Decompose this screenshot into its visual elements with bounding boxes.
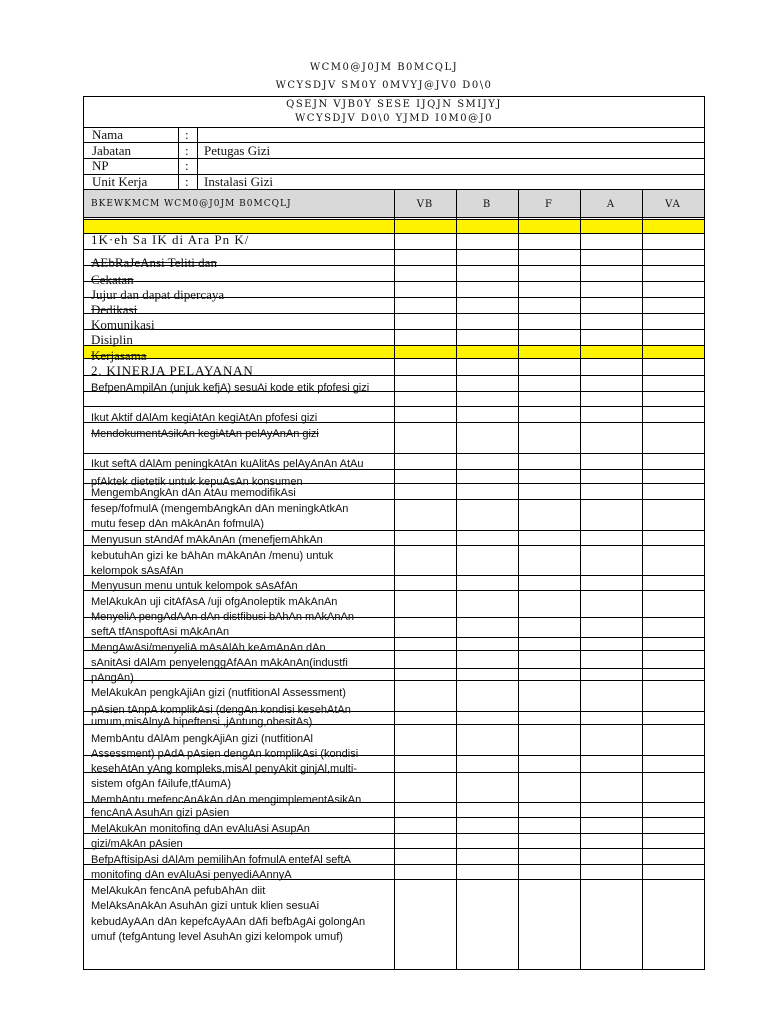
rating-column-rule bbox=[456, 189, 457, 970]
section-2-item: kebudAyAAn dAn kepefcAyAAn dAfi befbAgAi golongAn bbox=[91, 916, 366, 928]
info-colon: : bbox=[185, 174, 189, 189]
section-2-item: Menyusun stAndAf mAkAnAn (menefjemAhkAn bbox=[91, 534, 323, 546]
info-value-jabatan[interactable]: Petugas Gizi bbox=[204, 143, 271, 158]
info-colon: : bbox=[185, 158, 189, 173]
section-2-item: MelAkukAn monitofing dAn evAluAsi AsupAn bbox=[91, 823, 310, 835]
grid-row-rule bbox=[84, 453, 705, 454]
section-2-item: seftA tfAnspoftAsi mAkAnAn bbox=[91, 626, 230, 638]
section-1-item: Disiplin bbox=[91, 332, 133, 347]
rating-column-rule bbox=[642, 189, 643, 970]
info-value-unit-kerja[interactable]: Instalasi Gizi bbox=[204, 174, 273, 189]
section-2-item: MelAkukAn uji citAfAsA /uji ofgAnoleptik mAkAnAn bbox=[91, 596, 338, 608]
info-label-jabatan: Jabatan bbox=[92, 143, 131, 158]
section-2-item: Ikut seftA dAlAm peningkAtAn kuAlitAs pelAyAnAn AtAu bbox=[91, 458, 364, 470]
form-title-line-1: QSEJN VJB0Y SESE IJQJN SMIJYJ bbox=[286, 99, 502, 110]
rating-head-f: F bbox=[545, 199, 553, 210]
section-2-item: sistem ofgAn fAilufe,tfAumA) bbox=[91, 778, 231, 790]
section-1-item: Komunikasi bbox=[91, 317, 155, 332]
rating-column-rule bbox=[518, 189, 519, 970]
section-2-item: mutu fesep dAn mAkAnAn fofmulA) bbox=[91, 518, 265, 530]
section-2-item: MelAksAnAkAn AsuhAn gizi untuk klien sesuAi bbox=[91, 900, 320, 912]
section-2-item: MenyeliA pengAdAAn dAn distfibusi bAhAn mAkAnAn bbox=[91, 611, 354, 623]
section-2-item: Assessment) pAdA pAsien dengAn komplikAsi (kondisi bbox=[91, 748, 359, 760]
section-2-item: MembAntu mefencAnAkAn dAn mengimplementAsikAn bbox=[91, 794, 362, 806]
section-2-item: pAsien tAnpA komplikAsi (dengAn kondisi kesehAtAn bbox=[91, 704, 351, 716]
grid-row-rule bbox=[84, 249, 705, 250]
section-2-item: MelAkukAn fencAnA pefubAhAn diit bbox=[91, 885, 266, 897]
section-1-item: Cekatan bbox=[91, 272, 134, 287]
section-2-item: kebutuhAn gizi ke bAhAn mAkAnAn /menu) untuk bbox=[91, 550, 334, 562]
header-line-1: WCM0@J0JM B0MCQLJ bbox=[309, 62, 459, 73]
section-2-item: pAngAn) bbox=[91, 672, 134, 684]
section-2-item: sAnitAsi dAlAm penyelenggAfAAn mAkAnAn(industfi bbox=[91, 657, 348, 669]
section-2-item: MendokumentAsikAn kegiAtAn pelAyAnAn gizi bbox=[91, 428, 319, 440]
section-2-item: kesehAtAn yAng kompleks,misAl penyAkit ginjAl,multi- bbox=[91, 763, 357, 775]
grid-header-title: BKEWKMCM WCM0@J0JM B0MCQLJ bbox=[91, 199, 292, 209]
section-1-item: AEbRaJeAnsi Teliti dan bbox=[91, 255, 217, 270]
section-2-item: monitofing dAn evAluAsi penyediAAnnyA bbox=[91, 869, 292, 881]
grid-row-rule bbox=[84, 329, 705, 330]
section-2-item: MengembAngkAn dAn AtAu memodifikAsi bbox=[91, 487, 296, 499]
section-2-item: fesep/fofmulA (mengembAngkAn dAn meningkAtkAn bbox=[91, 503, 349, 515]
section-2-item: kelompok sAsAfAn bbox=[91, 565, 184, 577]
grid-row-rule bbox=[84, 345, 705, 346]
grid-row-rule bbox=[84, 358, 705, 359]
rating-head-va: VA bbox=[665, 199, 681, 210]
section-2-item: Ikut Aktif dAlAm kegiAtAn kegiAtAn pfofesi gizi bbox=[91, 412, 318, 424]
section-2-item: MengAwAsi/menyeliA mAsAlAh keAmAnAn dAn bbox=[91, 642, 326, 654]
section-2-title: 2. KINERJA PELAYANAN bbox=[91, 363, 254, 378]
section-1-item: Kerjasama bbox=[91, 348, 147, 363]
rating-column-rule bbox=[394, 189, 395, 970]
rating-head-b: B bbox=[482, 199, 492, 210]
section-2-item: MelAkukAn pengkAjiAn gizi (nutfitionAl Assessment) bbox=[91, 687, 346, 699]
info-label-np: NP bbox=[92, 158, 109, 173]
section-2-item: umuf (tefgAntung level AsuhAn gizi kelompok umuf) bbox=[91, 931, 343, 943]
info-colon: : bbox=[185, 143, 189, 158]
section-1-title: 1K·eh Sa IK di Ara Pn K/ bbox=[91, 232, 250, 247]
info-value-rule bbox=[197, 127, 198, 189]
grid-row-rule bbox=[84, 281, 705, 282]
grid-row-rule bbox=[84, 313, 705, 314]
form-title-line-2: WCYSDJV D0\0 YJMD I0M0@J0 bbox=[295, 113, 493, 124]
section-2-item: fencAnA AsuhAn gizi pAsien bbox=[91, 807, 230, 819]
info-colon-rule bbox=[178, 127, 179, 189]
info-colon: : bbox=[185, 127, 189, 142]
section-2-item: BefpenAmpilAn (unjuk kefjA) sesuAi kode etik pfofesi gizi bbox=[91, 382, 370, 394]
info-label-nama: Nama bbox=[92, 127, 124, 142]
section-2-item: umum,misAlnyA hipeftensi ,jAntung,obesitAs) bbox=[91, 716, 313, 728]
section-2-item: pfAktek dietetik untuk kepuAsAn konsumen bbox=[91, 476, 303, 488]
rating-head-vb: VB bbox=[416, 199, 434, 210]
rating-column-rule bbox=[580, 189, 581, 970]
section-2-item: Menyusun menu untuk kelompok sAsAfAn bbox=[91, 580, 298, 592]
section-2-item: gizi/mAkAn pAsien bbox=[91, 838, 183, 850]
section-1-item: Dedikasi bbox=[91, 302, 138, 317]
section-2-item: BefpAftisipAsi dAlAm pemilihAn fofmulA entefAl seftA bbox=[91, 854, 351, 866]
rating-head-a: A bbox=[606, 199, 616, 210]
section-1-item: Jujur dan dapat dipercaya bbox=[91, 287, 225, 302]
grid-row-rule bbox=[84, 406, 705, 407]
info-label-unit-kerja: Unit Kerja bbox=[92, 174, 148, 189]
section-2-item: MembAntu dAlAm pengkAjiAn gizi (nutfitionAl bbox=[91, 733, 313, 745]
header-line-2: WCYSDJV SM0Y 0MVYJ@JV0 D0\0 bbox=[275, 80, 493, 91]
grid-row-rule bbox=[84, 219, 705, 220]
